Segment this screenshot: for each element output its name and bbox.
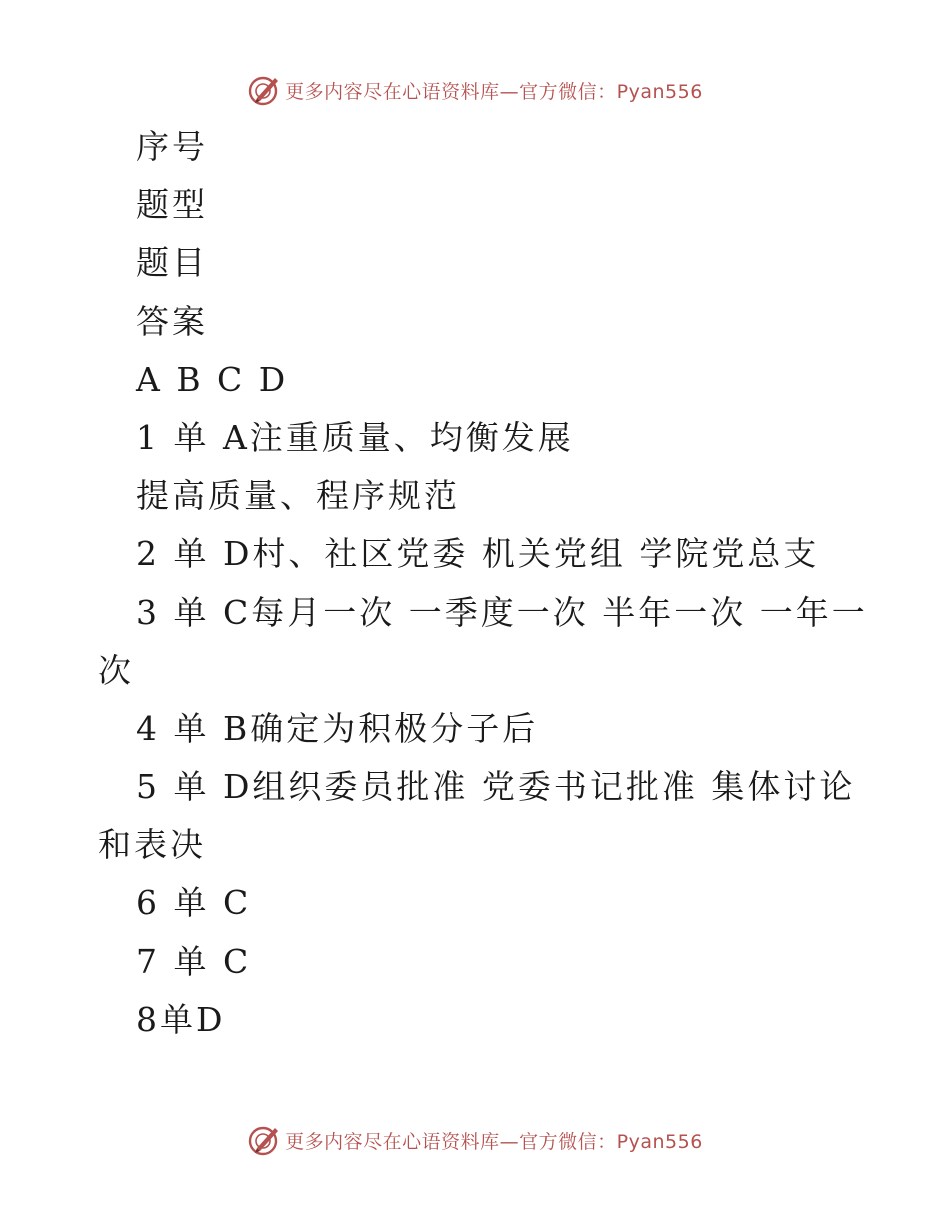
- doc-line: 提高质量、程序规范: [136, 476, 460, 516]
- doc-line: 2 单 D村、社区党委 机关党组 学院党总支: [136, 534, 820, 574]
- doc-line: 1 单 A注重质量、均衡发展: [136, 417, 574, 457]
- doc-line: 6 单 C: [136, 883, 252, 923]
- footer-banner-text: 更多内容尽在心语资料库—官方微信：Pyan556: [285, 1130, 703, 1153]
- doc-line: 5 单 D组织委员批准 党委书记批准 集体讨论: [136, 767, 856, 807]
- footer-banner: [0, 1120, 950, 1160]
- doc-line: 题目: [136, 243, 208, 283]
- doc-line: 次: [98, 650, 134, 690]
- document-body: [98, 118, 868, 1049]
- pen-logo-icon: [247, 1123, 281, 1157]
- pen-logo-icon: [247, 73, 281, 107]
- header-banner-text: 更多内容尽在心语资料库—官方微信：Pyan556: [285, 80, 703, 103]
- doc-line: 8单D: [136, 999, 226, 1039]
- doc-line: 序号: [136, 127, 208, 166]
- doc-line: A B C D: [136, 359, 289, 399]
- doc-line: 和表决: [98, 825, 206, 865]
- doc-line: 7 单 C: [136, 941, 252, 981]
- doc-line: 题型: [136, 185, 208, 225]
- doc-line: 3 单 C每月一次 一季度一次 半年一次 一年一: [136, 592, 868, 632]
- doc-line: 4 单 B确定为积极分子后: [136, 708, 539, 748]
- doc-line: 答案: [136, 301, 208, 341]
- header-banner: [0, 70, 950, 110]
